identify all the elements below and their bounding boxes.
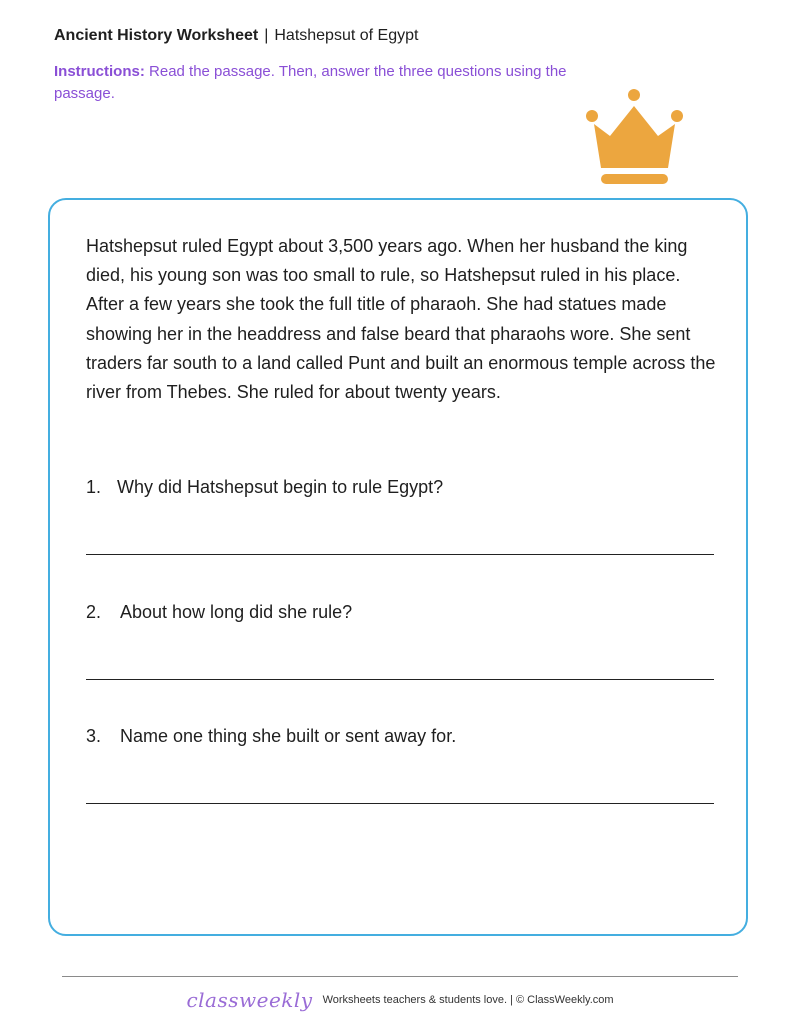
worksheet-header <box>54 26 418 46</box>
reading-passage: Hatshepsut ruled Egypt about 3,500 years ago. When her husband the king died, his young son was too small to rule, so Hatshepsut ruled in his place. After a few years she took the full title of pharaoh. She had statues made showing her in the headdress and false beard that pharaohs wore. She sent traders far south to a land called Punt and built an enormous temple across the river from Thebes. She ruled for about twenty years. <box>86 236 716 403</box>
footer-divider <box>62 976 738 977</box>
instructions <box>54 61 574 105</box>
question-3 <box>86 724 456 748</box>
question-text: About how long did she rule? <box>120 602 353 622</box>
answer-line-2[interactable] <box>86 679 714 680</box>
question-text: Why did Hatshepsut begin to rule Egypt? <box>117 477 444 497</box>
answer-line-1[interactable] <box>86 554 714 555</box>
worksheet-subtitle: Hatshepsut of Egypt <box>274 27 419 44</box>
worksheet-title: Ancient History Worksheet <box>54 27 259 44</box>
brand-logo: classweekly <box>186 988 313 1012</box>
question-number: 3. <box>86 726 102 746</box>
question-number: 2. <box>86 602 102 622</box>
instructions-text: Read the passage. Then, answer the three questions using the passage. <box>54 63 567 102</box>
question-1 <box>86 475 443 499</box>
header-separator: | <box>264 27 269 44</box>
footer <box>0 988 800 1012</box>
footer-tagline: Worksheets teachers & students love. | © ClassWeekly.com <box>322 994 614 1006</box>
question-2 <box>86 600 352 624</box>
crown-icon <box>584 88 686 188</box>
question-number: 1. <box>86 477 102 497</box>
question-text: Name one thing she built or sent away for. <box>120 726 457 746</box>
instructions-label: Instructions: <box>54 63 145 80</box>
answer-line-3[interactable] <box>86 803 714 804</box>
